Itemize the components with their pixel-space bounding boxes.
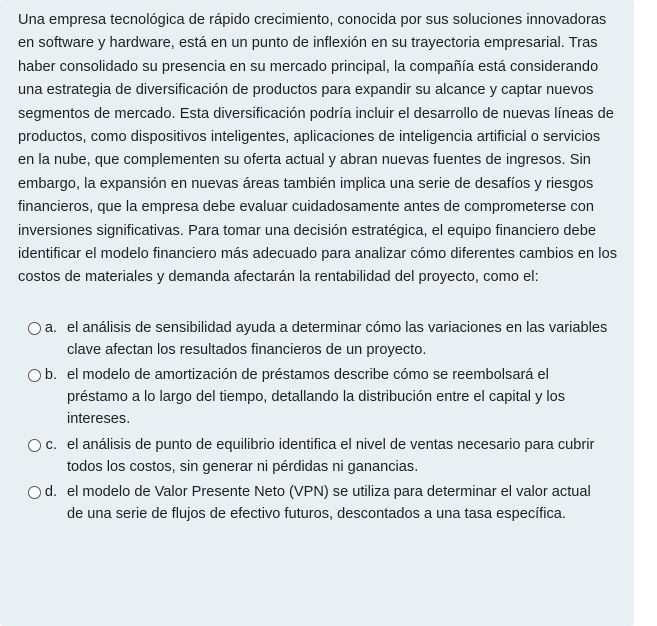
question-text: Una empresa tecnológica de rápido crecimiento, conocida por sus soluciones innovadoras en software y hardware, está en un punto de inflexión en su trayectoria empresarial. Tras haber consolidado su presencia en su mercado principal, la compañía está considerando una estrategia de diversificación de productos para expandir su alcance y captar nuevos segmentos de mercado. Esta diversificación podría incluir el desarrollo de nuevas líneas de productos, como dispositivos inteligentes, aplicaciones de inteligencia artificial o servicios en la nube, que complementen su oferta actual y abran nuevas fuentes de ingresos. Sin embargo, la expansión en nuevas áreas también implica una serie de desafíos y riesgos financieros, que la empresa debe evaluar cuidadosamente antes de comprometerse con inversiones significativas. Para tomar una decisión estratégica, el equipo financiero debe identificar el modelo financiero más adecuado para analizar cómo diferentes cambios en los costos de materiales y demanda afectarán la rentabilidad del proyecto, como el: (18, 12, 618, 286)
option-b[interactable] (18, 365, 618, 430)
radio-button-c[interactable] (28, 439, 41, 452)
radio-button-b[interactable] (28, 369, 41, 382)
option-text[interactable]: el modelo de amortización de préstamos describe cómo se reembolsará el préstamo a lo largo del tiempo, detallando la distribución entre el capital y los intereses. (67, 367, 566, 428)
radio-button-d[interactable] (28, 486, 41, 499)
option-letter: b. (44, 367, 57, 384)
option-d[interactable] (18, 482, 618, 526)
option-letter: a. (44, 319, 57, 336)
option-text[interactable]: el modelo de Valor Presente Neto (VPN) se utiliza para determinar el valor actual de una serie de flujos de efectivo futuros, descontados a una tasa específica. (67, 484, 591, 523)
radio-button-a[interactable] (28, 322, 41, 335)
option-c[interactable] (18, 435, 618, 479)
answer-options (18, 318, 618, 526)
option-text[interactable]: el análisis de sensibilidad ayuda a determinar cómo las variaciones en las variables clave afectan los resultados financieros de un proyecto. (67, 319, 608, 358)
option-letter: d. (44, 484, 57, 501)
option-text[interactable]: el análisis de punto de equilibrio identifica el nivel de ventas necesario para cubrir todos los costos, sin generar ni pérdidas ni ganancias. (67, 436, 595, 475)
option-a[interactable] (18, 318, 618, 362)
option-letter: c. (45, 436, 57, 453)
